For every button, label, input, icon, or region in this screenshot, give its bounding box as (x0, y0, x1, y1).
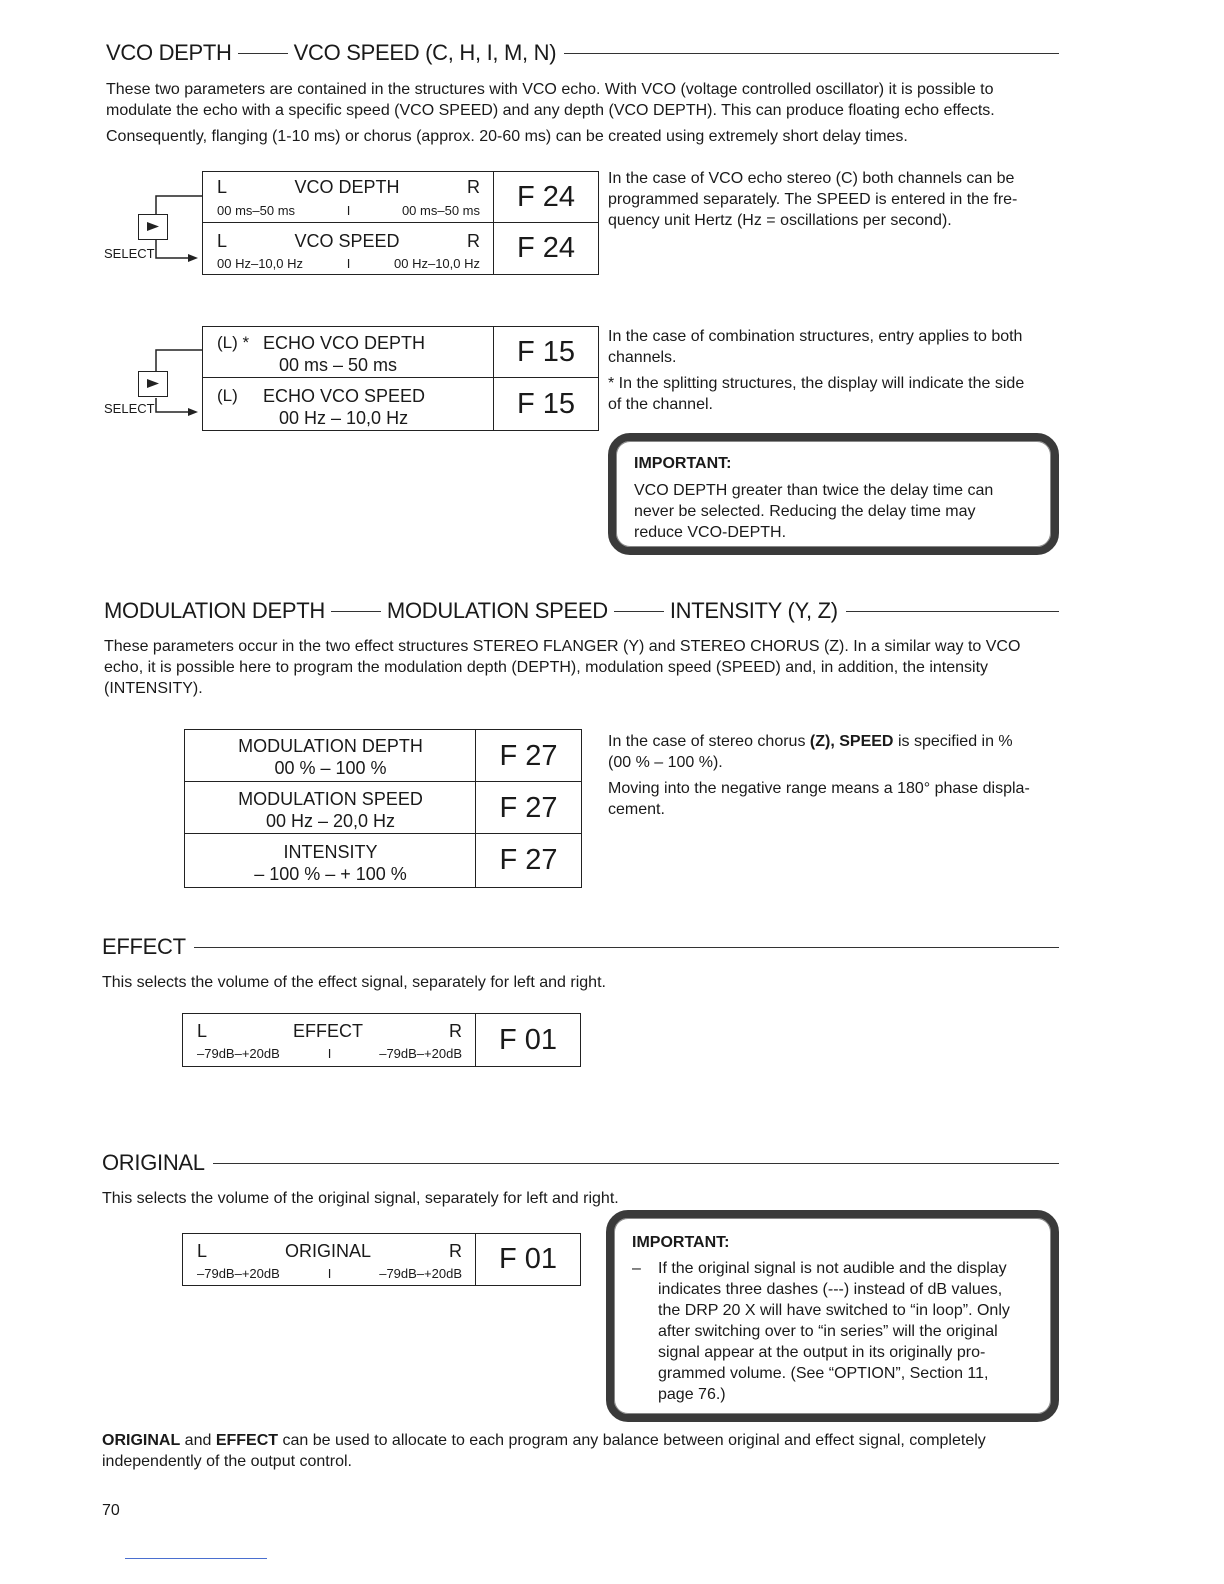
mod-speed-fcode: F 27 (475, 781, 582, 835)
range-left: –79dB–+20dB (197, 1046, 280, 1061)
left-label: L (217, 231, 228, 251)
important-line: reduce VCO-DEPTH. (634, 524, 787, 541)
side-line: In the case of combination structures, entry applies to both (608, 328, 1023, 345)
param-title: MODULATION SPEED (238, 789, 423, 809)
side-line: programmed separately. The SPEED is entered in the fre- (608, 191, 1018, 208)
echo-vco-depth-cell (202, 326, 495, 379)
vco-intro-line: These two parameters are contained in the structures with VCO echo. With VCO (voltage controlled oscillator) it is possible to (106, 81, 994, 98)
param-title: VCO SPEED (294, 231, 400, 251)
side-line: (00 % – 100 %). (608, 754, 723, 771)
bottom-blue-rule (125, 1558, 267, 1559)
range-right: 00 ms–50 ms (401, 203, 480, 218)
section-heading-original (102, 1150, 1059, 1176)
intro-line: These parameters occur in the two effect structures STEREO FLANGER (Y) and STEREO CHORUS (Z). In a similar way to VCO (104, 638, 1021, 655)
param-range: 00 % – 100 % (274, 758, 387, 778)
select-label: SELECT (104, 246, 155, 261)
important-line: after switching over to “in series” will the original (658, 1323, 998, 1340)
right-label: R (466, 231, 480, 251)
important-line: never be selected. Reducing the delay time may (634, 503, 976, 520)
heading-intensity: INTENSITY (Y, Z) (669, 598, 838, 623)
original-intro: This selects the volume of the original signal, separately for left and right. (102, 1190, 619, 1207)
important-line: page 76.) (658, 1386, 726, 1403)
heading-rule (846, 611, 1059, 612)
bullet-dash: – (632, 1260, 641, 1277)
param-title: MODULATION DEPTH (238, 736, 423, 756)
side-line: channels. (608, 349, 677, 366)
side-bold: SPEED (839, 733, 894, 750)
param-title: ECHO VCO SPEED (263, 386, 426, 406)
range-separator: I (327, 1046, 332, 1061)
select-label: SELECT (104, 401, 155, 416)
range-separator: I (346, 256, 351, 271)
param-range: 00 Hz – 20,0 Hz (265, 811, 396, 831)
important-line: the DRP 20 X will have switched to “in loop”. Only (658, 1302, 1010, 1319)
channel-prefix: (L) (217, 386, 238, 405)
right-label: R (467, 177, 480, 197)
intro-line: (INTENSITY). (104, 680, 203, 697)
section-heading-vco (106, 40, 1059, 66)
param-title: ECHO VCO DEPTH (263, 333, 426, 353)
heading-dash (238, 53, 288, 54)
side-line: cement. (608, 801, 665, 818)
footer-bold: EFFECT (215, 1432, 279, 1449)
range-right: –79dB–+20dB (379, 1266, 462, 1281)
footer-line: independently of the output control. (102, 1453, 352, 1470)
intensity-fcode: F 27 (475, 833, 582, 888)
heading-vco-depth: VCO DEPTH (106, 40, 232, 65)
left-label: L (217, 177, 228, 197)
right-label: R (448, 1241, 462, 1261)
important-line: VCO DEPTH greater than twice the delay time can (634, 482, 994, 499)
mod-speed-cell (184, 781, 477, 835)
right-label: R (448, 1021, 462, 1041)
vco-depth-cell (202, 171, 495, 224)
vco-speed-fcode: F 24 (493, 222, 599, 275)
range-right: –79dB–+20dB (379, 1046, 462, 1061)
side-line: Moving into the negative range means a 180° phase displa- (608, 780, 1030, 797)
modulation-side-note (608, 731, 1063, 820)
range-left: 00 Hz–10,0 Hz (217, 256, 303, 271)
important-line: If the original signal is not audible and the display (658, 1260, 1007, 1277)
heading-vco-speed: VCO SPEED (C, H, I, M, N) (293, 40, 557, 65)
heading-mod-depth: MODULATION DEPTH (104, 598, 325, 623)
left-label: L (197, 1021, 208, 1041)
echo-vco-depth-fcode: F 15 (493, 326, 599, 379)
section-heading-effect (102, 934, 1059, 960)
side-line: quency unit Hertz (Hz = oscillations per second). (608, 212, 952, 229)
vco-speed-cell (202, 222, 495, 275)
echo-vco-speed-cell (202, 377, 495, 431)
footer-text: can be used to allocate to each program any balance between original and effect signal, completely (282, 1432, 986, 1449)
param-title: EFFECT (293, 1021, 363, 1041)
vco-side-note-2 (608, 326, 1063, 415)
echo-vco-speed-fcode: F 15 (493, 377, 599, 431)
section-heading-modulation (104, 598, 1059, 624)
left-label: L (197, 1241, 208, 1261)
range-separator: I (346, 203, 351, 218)
range-right: 00 Hz–10,0 Hz (394, 256, 480, 271)
param-title: ORIGINAL (284, 1241, 372, 1261)
range-separator: I (327, 1266, 332, 1281)
play-arrow-icon (139, 215, 166, 238)
original-fcode: F 01 (475, 1233, 581, 1286)
heading-dash (614, 611, 664, 612)
mod-depth-cell (184, 729, 477, 783)
important-line: signal appear at the output in its originally pro- (658, 1344, 986, 1361)
important-body (632, 1258, 1033, 1405)
mod-depth-fcode: F 27 (475, 729, 582, 783)
channel-prefix: (L) * (217, 333, 250, 352)
intensity-cell (184, 833, 477, 888)
heading-rule (213, 1163, 1059, 1164)
original-cell (182, 1233, 477, 1286)
vco-depth-fcode: F 24 (493, 171, 599, 224)
intro-line: echo, it is possible here to program the modulation depth (DEPTH), modulation speed (SPEED) and, in addition, the intensity (104, 659, 989, 676)
side-line (608, 731, 1063, 752)
important-title: IMPORTANT: (634, 455, 732, 472)
heading-effect: EFFECT (102, 934, 186, 959)
select-button[interactable] (138, 371, 168, 397)
param-title: INTENSITY (283, 842, 378, 862)
vco-intro-line: Consequently, flanging (1-10 ms) or chorus (approx. 20-60 ms) can be created using extremely short delay times. (106, 128, 908, 145)
side-line: of the channel. (608, 396, 713, 413)
heading-rule (194, 947, 1059, 948)
footer-paragraph (102, 1430, 1067, 1472)
important-line: indicates three dashes (---) instead of dB values, (658, 1281, 1003, 1298)
select-button[interactable] (138, 214, 168, 240)
vco-intro-line: modulate the echo with a specific speed (VCO SPEED) and any depth (VCO DEPTH). This can produce floating echo effects. (106, 102, 995, 119)
modulation-intro (104, 636, 1066, 699)
heading-original: ORIGINAL (102, 1150, 205, 1175)
page-number: 70 (102, 1502, 120, 1519)
footer-text: and (184, 1432, 212, 1449)
side-text: In the case of stereo chorus (608, 733, 806, 750)
effect-fcode: F 01 (475, 1013, 581, 1067)
side-line: In the case of VCO echo stereo (C) both channels can be (608, 170, 1015, 187)
vco-important-box (608, 433, 1059, 555)
important-title: IMPORTANT: (632, 1234, 730, 1251)
play-arrow-icon (139, 372, 166, 395)
vco-intro (106, 79, 1066, 147)
side-text: is specified in % (897, 733, 1013, 750)
effect-intro: This selects the volume of the effect signal, separately for left and right. (102, 974, 606, 991)
param-range: 00 ms – 50 ms (279, 355, 398, 375)
original-important-box (606, 1210, 1059, 1422)
heading-mod-speed: MODULATION SPEED (386, 598, 608, 623)
param-range: – 100 % – + 100 % (254, 864, 407, 884)
footer-bold: ORIGINAL (102, 1432, 181, 1449)
param-range: 00 Hz – 10,0 Hz (279, 408, 409, 428)
heading-dash (331, 611, 381, 612)
important-line: grammed volume. (See “OPTION”, Section 11, (658, 1365, 989, 1382)
effect-cell (182, 1013, 477, 1067)
side-line: * In the splitting structures, the display will indicate the side (608, 375, 1025, 392)
vco-side-note-1 (608, 168, 1063, 231)
heading-rule (564, 53, 1059, 54)
footer-line (102, 1430, 1067, 1451)
range-left: –79dB–+20dB (197, 1266, 280, 1281)
range-left: 00 ms–50 ms (217, 203, 296, 218)
side-bold: (Z), (809, 733, 835, 750)
param-title: VCO DEPTH (294, 177, 400, 197)
